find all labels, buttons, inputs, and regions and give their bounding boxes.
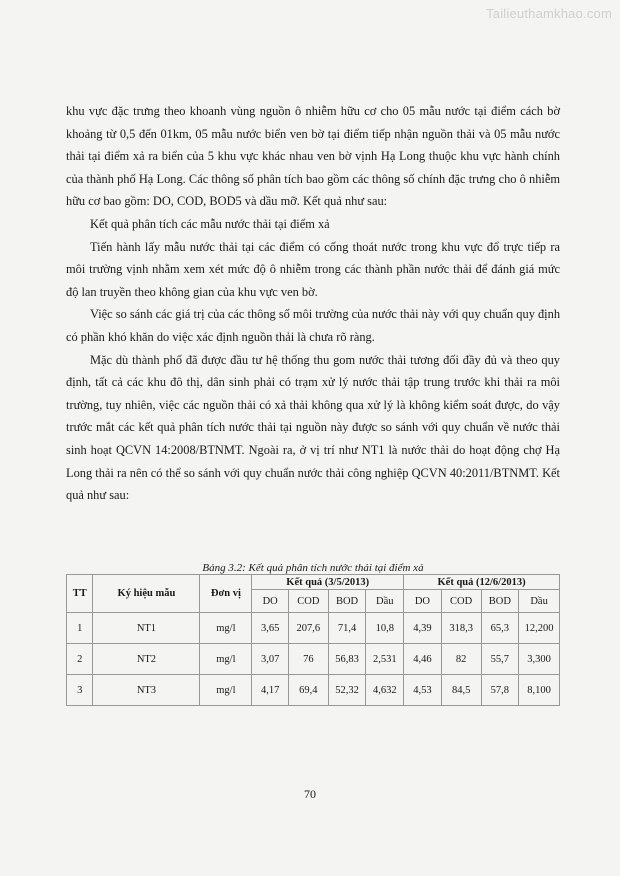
subheader-bod-1: BOD xyxy=(328,590,366,613)
header-group-1: Kết quả (3/5/2013) xyxy=(252,575,404,590)
table-row xyxy=(67,613,560,644)
cell-value: 207,6 xyxy=(289,613,329,644)
cell-sample: NT2 xyxy=(93,644,200,675)
cell-tt: 3 xyxy=(67,675,93,706)
cell-sample: NT1 xyxy=(93,613,200,644)
cell-value: 2,531 xyxy=(366,644,404,675)
subheader-oil-1: Dầu xyxy=(366,590,404,613)
paragraph-3: Tiến hành lấy mẫu nước thải tại các điểm có cống thoát nước trong khu vực đổ trực tiếp ra môi trường vịnh nhằm xem xét mức độ ô nhiễm trong các thành phần nước thải để đánh giá mức độ lan truyền theo không gian của khu vực ven bờ. xyxy=(66,239,560,299)
cell-value: 12,200 xyxy=(519,613,560,644)
cell-value: 57,8 xyxy=(481,675,519,706)
cell-value: 55,7 xyxy=(481,644,519,675)
cell-unit: mg/l xyxy=(200,644,252,675)
cell-value: 52,32 xyxy=(328,675,366,706)
cell-value: 3,65 xyxy=(252,613,289,644)
cell-value: 69,4 xyxy=(289,675,329,706)
table-row xyxy=(67,644,560,675)
cell-value: 71,4 xyxy=(328,613,366,644)
cell-sample: NT3 xyxy=(93,675,200,706)
paragraph-1: khu vực đặc trưng theo khoanh vùng nguồn ô nhiễm hữu cơ cho 05 mẫu nước tại điểm cách bờ khoảng từ 0,5 đến 01km, 05 mẫu nước biển ven bờ tại điểm tiếp nhận nguồn thải và 05 mẫu nước thải tại điểm xả ra biển của 5 khu vực khác nhau ven bờ vịnh Hạ Long thuộc khu vực hành chính của thành phố Hạ Long. Các thông số phân tích bao gồm các thông số chính đặc trưng cho ô nhiễm hữu cơ bao gồm: DO, COD, BOD5 và dầu mỡ. Kết quả như sau: xyxy=(66,104,560,209)
cell-unit: mg/l xyxy=(200,613,252,644)
subheader-do-2: DO xyxy=(404,590,442,613)
subheader-cod-2: COD xyxy=(441,590,481,613)
cell-value: 4,46 xyxy=(404,644,442,675)
cell-value: 10,8 xyxy=(366,613,404,644)
cell-value: 65,3 xyxy=(481,613,519,644)
cell-value: 82 xyxy=(441,644,481,675)
subheader-cod-1: COD xyxy=(289,590,329,613)
body-text xyxy=(66,100,560,507)
cell-tt: 1 xyxy=(67,613,93,644)
watermark-text: Tailieuthamkhao.com xyxy=(486,6,612,21)
cell-value: 3,07 xyxy=(252,644,289,675)
cell-value: 3,300 xyxy=(519,644,560,675)
table-row xyxy=(67,675,560,706)
cell-value: 4,17 xyxy=(252,675,289,706)
header-unit: Đơn vị xyxy=(200,575,252,613)
subheader-do-1: DO xyxy=(252,590,289,613)
header-group-2: Kết quả (12/6/2013) xyxy=(404,575,560,590)
cell-value: 84,5 xyxy=(441,675,481,706)
section-heading: Kết quả phân tích các mẫu nước thải tại điểm xả xyxy=(90,216,330,231)
cell-value: 4,53 xyxy=(404,675,442,706)
results-table xyxy=(66,574,560,706)
cell-value: 8,100 xyxy=(519,675,560,706)
subheader-oil-2: Dầu xyxy=(519,590,560,613)
cell-value: 4,39 xyxy=(404,613,442,644)
header-tt: TT xyxy=(67,575,93,613)
cell-value: 76 xyxy=(289,644,329,675)
table-caption: Bảng 3.2: Kết quả phân tích nước thải tại điểm xả xyxy=(202,562,424,574)
page-number: 70 xyxy=(304,787,316,801)
header-sample: Ký hiệu mẫu xyxy=(93,575,200,613)
cell-value: 318,3 xyxy=(441,613,481,644)
paragraph-4: Việc so sánh các giá trị của các thông số môi trường của nước thải này với quy chuẩn quy định có phần khó khăn do việc xác định nguồn thải là chưa rõ ràng. xyxy=(66,307,561,344)
cell-unit: mg/l xyxy=(200,675,252,706)
paragraph-5: Mặc dù thành phố đã được đầu tư hệ thống thu gom nước thải tương đối đầy đủ và theo quy định, tất cả các khu đô thị, dân sinh phải có trạm xử lý nước thải tập trung trước khi thải ra môi trường, tuy nhiên, việc các nguồn thải có xả thải không qua xử lý là không kiểm soát được, do vậy trước mắt các kết quả phân tích nước thải tại nguồn này được so sánh với quy chuẩn về nước thải sinh hoạt QCVN 14:2008/BTNMT. Ngoài ra, ở vị trí như NT1 là nước thải do hoạt động chợ Hạ Long thải ra nên có thể so sánh với quy chuẩn nước thải công nghiệp QCVN 40:2011/BTNMT. Kết quả như sau: xyxy=(66,352,560,503)
cell-value: 4,632 xyxy=(366,675,404,706)
cell-tt: 2 xyxy=(67,644,93,675)
subheader-bod-2: BOD xyxy=(481,590,519,613)
cell-value: 56,83 xyxy=(328,644,366,675)
